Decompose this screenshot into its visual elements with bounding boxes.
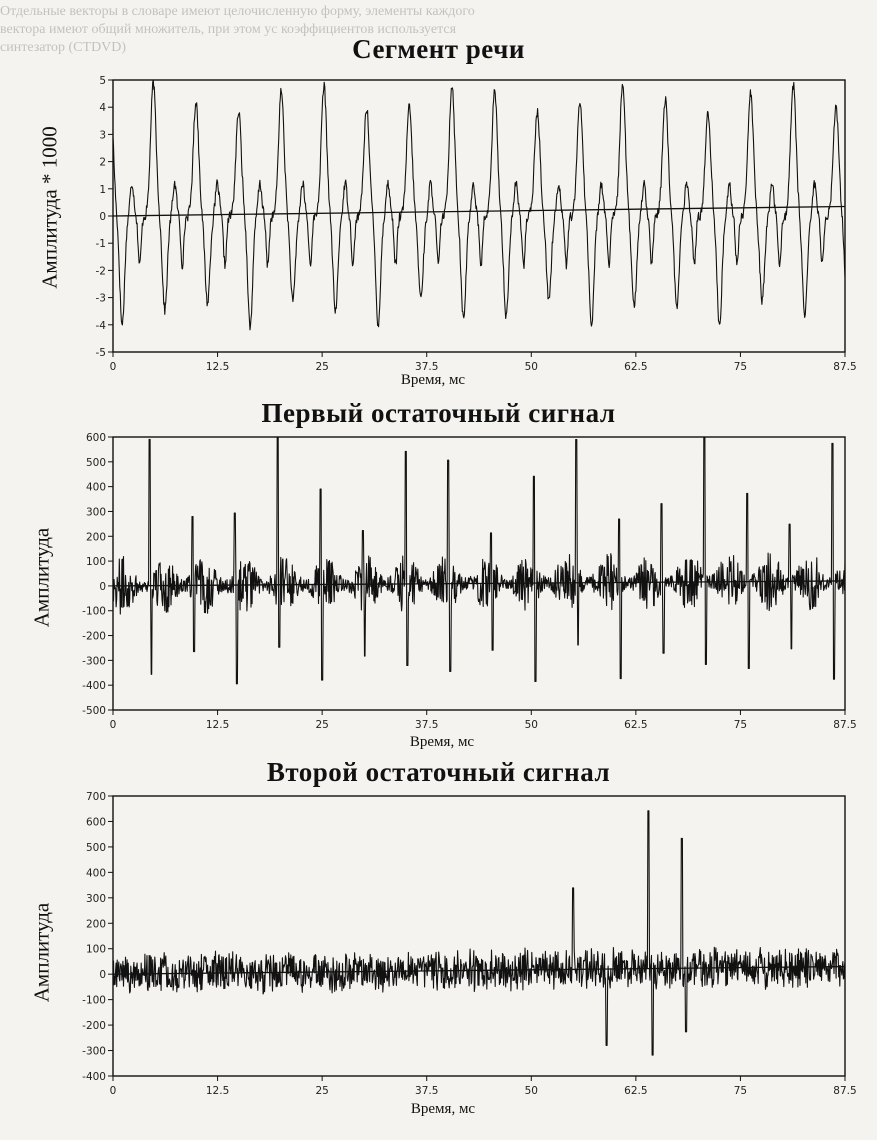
ytick-label-residual2-8: 400 — [85, 867, 106, 880]
xtick-label-residual1-4: 50 — [524, 719, 538, 731]
waveform-residual1 — [113, 437, 845, 684]
ytick-label-residual1-10: 500 — [85, 456, 106, 469]
xtick-label-residual1-6: 75 — [733, 719, 748, 731]
xlabel-residual2: Время, мс — [410, 1101, 476, 1117]
ytick-label-residual1-6: 100 — [85, 556, 106, 569]
ylabel-speech: Амплитуда * 1000 — [37, 126, 62, 289]
ylabel-residual2: Амплитуда — [29, 902, 54, 1003]
xtick-label-residual2-3: 37.5 — [415, 1085, 439, 1097]
xtick-label-residual2-7: 87.5 — [833, 1085, 857, 1097]
ytick-label-residual1-9: 400 — [85, 481, 106, 494]
plot-frame-speech — [113, 80, 845, 352]
ytick-label-residual1-3: -200 — [82, 630, 106, 643]
xlabel-residual1: Время, мс — [409, 734, 475, 750]
ytick-label-residual2-9: 500 — [85, 841, 106, 854]
xtick-label-residual2-0: 0 — [109, 1085, 117, 1097]
ylabel-residual1: Амплитуда — [29, 527, 54, 628]
xtick-label-speech-3: 37.5 — [415, 361, 439, 373]
xtick-label-residual2-5: 62.5 — [624, 1085, 648, 1097]
ytick-label-speech-3: -2 — [95, 265, 106, 278]
ytick-label-speech-10: 5 — [99, 75, 106, 87]
ytick-label-residual2-11: 700 — [85, 791, 106, 803]
background-text-line-2: вектора имеют общий множитель, при этом ус коэффициентов используется — [0, 22, 457, 37]
xtick-label-speech-2: 25 — [315, 361, 329, 373]
ytick-label-residual1-4: -100 — [82, 605, 106, 618]
waveform-residual2 — [113, 811, 845, 1055]
xtick-label-residual1-5: 62.5 — [624, 719, 648, 731]
baseline-speech — [113, 206, 845, 216]
ytick-label-residual2-0: -400 — [82, 1071, 106, 1083]
background-text-line-3: синтезатор (CTDVD) — [0, 40, 127, 55]
ytick-label-residual2-1: -300 — [82, 1045, 106, 1058]
xtick-label-residual2-4: 50 — [524, 1085, 538, 1097]
xtick-label-speech-5: 62.5 — [624, 361, 648, 373]
xtick-label-speech-6: 75 — [733, 361, 748, 373]
plot-frame-residual1 — [113, 437, 845, 710]
ytick-label-residual2-5: 100 — [85, 943, 106, 956]
ytick-label-speech-9: 4 — [99, 102, 106, 115]
ytick-label-residual2-2: -200 — [82, 1020, 106, 1033]
background-text-line-1: Отдельные векторы в словаре имеют целочисленную форму, элементы каждого — [0, 4, 475, 19]
ytick-label-residual1-2: -300 — [82, 655, 106, 668]
ytick-label-speech-0: -5 — [95, 347, 106, 359]
xtick-label-residual1-0: 0 — [109, 719, 117, 731]
xtick-label-residual1-3: 37.5 — [415, 719, 439, 731]
xlabel-speech: Время, мс — [400, 372, 466, 388]
chart-title-speech: Сегмент речи — [352, 34, 525, 64]
ytick-label-residual2-4: 0 — [99, 969, 106, 982]
xtick-label-residual2-2: 25 — [315, 1085, 329, 1097]
ytick-label-speech-4: -1 — [95, 238, 106, 251]
ytick-label-speech-6: 1 — [99, 183, 106, 196]
ytick-label-residual1-1: -400 — [82, 680, 106, 693]
ytick-label-speech-2: -3 — [95, 292, 106, 305]
ytick-label-speech-5: 0 — [99, 211, 106, 223]
ytick-label-residual1-0: -500 — [82, 705, 106, 717]
chart-title-residual1: Первый остаточный сигнал — [261, 398, 616, 428]
ytick-label-residual2-10: 600 — [85, 816, 106, 829]
ytick-label-speech-8: 3 — [99, 129, 106, 142]
ytick-label-residual2-7: 300 — [85, 892, 106, 905]
xtick-label-residual2-6: 75 — [733, 1085, 748, 1097]
plot-frame-residual2 — [113, 796, 845, 1076]
xtick-label-residual1-7: 87.5 — [833, 719, 857, 731]
ytick-label-speech-1: -4 — [95, 319, 106, 332]
waveform-speech — [113, 80, 845, 330]
ytick-label-residual1-8: 300 — [85, 506, 106, 519]
xtick-label-speech-1: 12.5 — [205, 361, 230, 373]
ytick-label-residual1-5: 0 — [99, 580, 106, 593]
xtick-label-residual2-1: 12.5 — [205, 1085, 230, 1097]
xtick-label-residual1-2: 25 — [315, 719, 329, 731]
ytick-label-residual1-11: 600 — [85, 432, 106, 444]
ytick-label-speech-7: 2 — [99, 156, 106, 169]
xtick-label-residual1-1: 12.5 — [205, 719, 230, 731]
ytick-label-residual2-6: 200 — [85, 918, 106, 931]
chart-title-residual2: Второй остаточный сигнал — [266, 757, 611, 787]
xtick-label-speech-7: 87.5 — [833, 361, 857, 373]
xtick-label-speech-4: 50 — [524, 361, 538, 373]
xtick-label-speech-0: 0 — [109, 361, 117, 373]
ytick-label-residual2-3: -100 — [82, 994, 106, 1007]
ytick-label-residual1-7: 200 — [85, 531, 106, 544]
